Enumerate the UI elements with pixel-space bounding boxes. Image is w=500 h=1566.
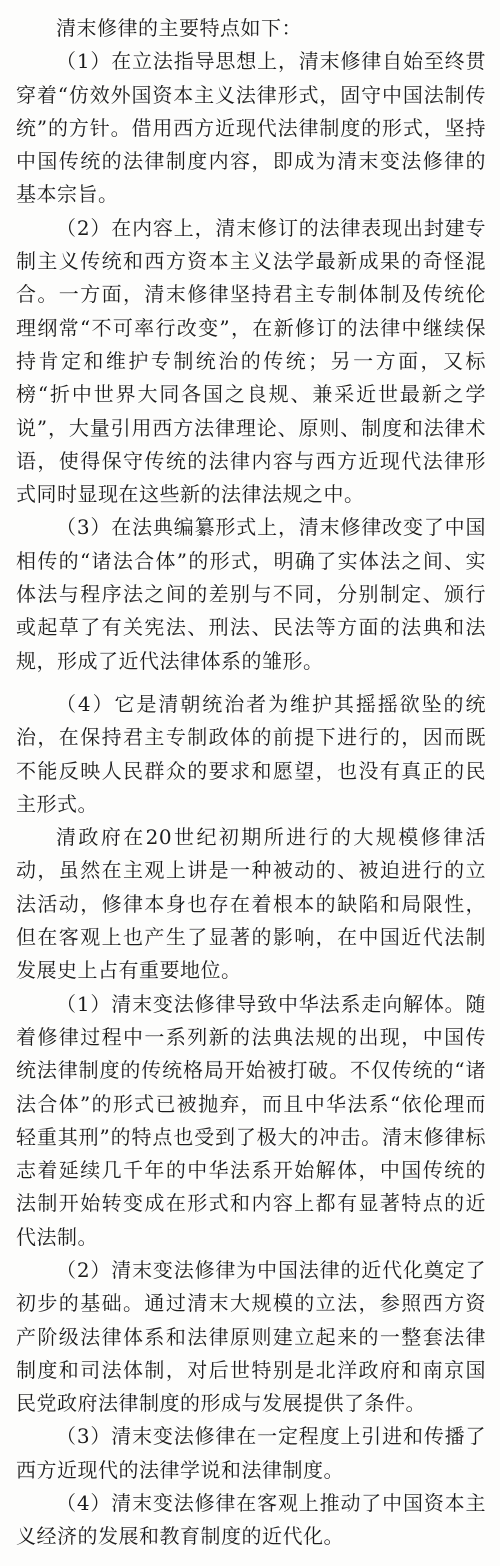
influence-intro-paragraph: 清政府在20世纪初期所进行的大规模修律活动，虽然在主观上讲是一种被动的、被迫进行的立法活动，修律本身也存在着根本的缺陷和局限性，但在客观上也产生了显著的影响，在中国近代法制发展史上占有重要地位。 bbox=[16, 825, 486, 983]
influence-3-paragraph: （3）清末变法修律在一定程度上引进和传播了西方近现代的法律学说和法律制度。 bbox=[16, 1424, 486, 1482]
influence-1-paragraph: （1）清末变法修律导致中华法系走向解体。随着修律过程中一系列新的法典法规的出现，中国传统法律制度的传统格局开始被打破。不仅传统的“诸法合体”的形式已被抛弃，而且中华法系“依伦理而轻重其刑”的特点也受到了极大的冲击。清末修律标志着延续几千年的中华法系开始解体，中国传统的法制开始转变成在形式和内容上都有显著特点的近代法制。 bbox=[16, 991, 486, 1249]
influence-4-paragraph: （4）清末变法修律在客观上推动了中国资本主义经济的发展和教育制度的近代化。 bbox=[16, 1491, 486, 1549]
feature-1-paragraph: （1）在立法指导思想上，清末修律自始至终贯穿着“仿效外国资本主义法律形式，固守中国法制传统”的方针。借用西方近现代法律制度的形式，坚持中国传统的法律制度内容，即成为清末变法修律的基本宗旨。 bbox=[16, 49, 486, 207]
influence-2-paragraph: （2）清末变法修律为中国法律的近代化奠定了初步的基础。通过清末大规模的立法，参照西方资产阶级法律体系和法律原则建立起来的一整套法律制度和司法体制，对后世特别是北洋政府和南京国民党政府法律制度的形成与发展提供了条件。 bbox=[16, 1257, 486, 1416]
feature-2-paragraph: （2）在内容上，清末修订的法律表现出封建专制主义传统和西方资本主义法学最新成果的奇怪混合。一方面，清末修律坚持君主专制体制及传统伦理纲常“不可率行改变”，在新修订的法律中继续保持肯定和维护专制统治的传统；另一方面，又标榜“折中世界大同各国之良规、兼采近世最新之学说”，大量引用西方法律理论、原则、制度和法律术语，使得保守传统的法律内容与西方近现代法律形式同时显现在这些新的法律法规之中。 bbox=[16, 215, 486, 507]
feature-4-paragraph: （4）它是清朝统治者为维护其摇摇欲坠的统治，在保持君主专制政体的前提下进行的，因而既不能反映人民群众的要求和愿望，也没有真正的民主形式。 bbox=[16, 691, 486, 816]
intro-heading-paragraph: 清末修律的主要特点如下： bbox=[56, 16, 302, 40]
feature-3-paragraph: （3）在法典编纂形式上，清末修律改变了中国相传的“诸法合体”的形式，明确了实体法之间、实体法与程序法之间的差别与不同，分别制定、颁行或起草了有关宪法、刑法、民法等方面的法典和法规，形成了近代法律体系的雏形。 bbox=[16, 515, 486, 673]
